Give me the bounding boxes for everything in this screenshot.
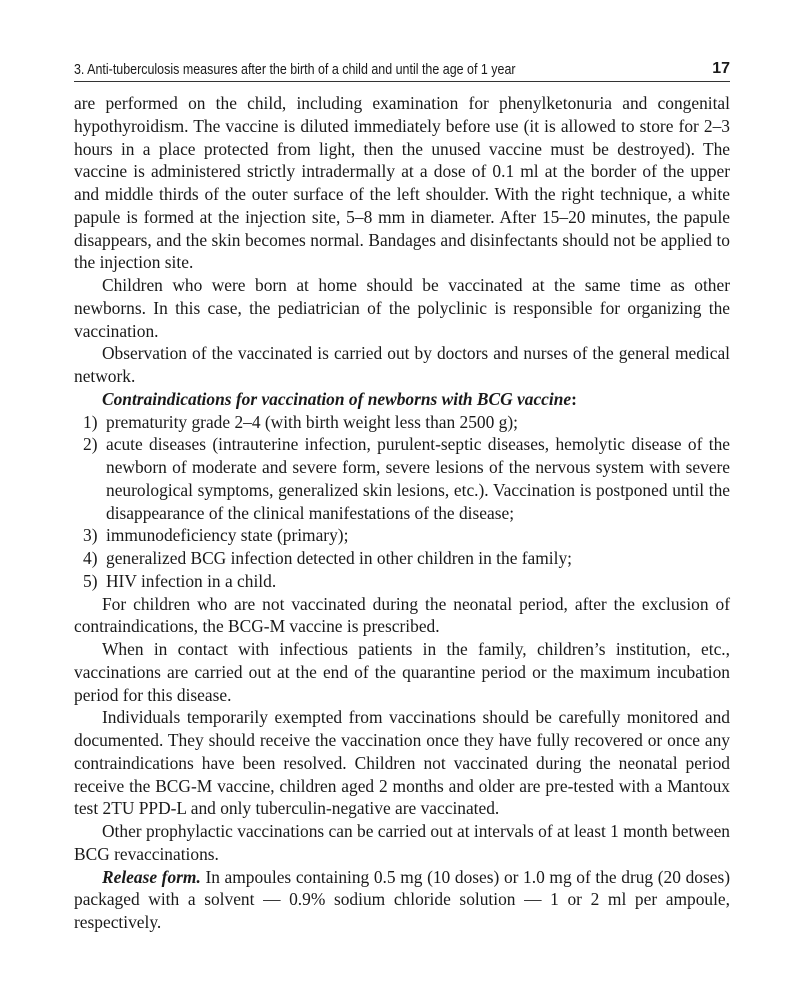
paragraph: are performed on the child, including examination for phenylketonuria and congenital hypothyroidism. The vaccine is diluted immediately before use (it is allowed to store for 2–3 hours in a place protected from light, then the unused vaccine must be destroyed). The vaccine is administered strictly intradermally at a dose of 0.1 ml at the border of the upper and middle thirds of the outer surface of the left shoulder. With the right technique, a white papule is formed at the injection site, 5–8 mm in diameter. After 15–20 minutes, the papule disappears, and the skin becomes normal. Bandages and disinfectants should not be applied to the injection site. xyxy=(74,93,730,273)
list-item xyxy=(74,570,730,593)
contraindications-list xyxy=(74,411,730,593)
paragraph: Observation of the vaccinated is carried out by doctors and nurses of the general medical network. xyxy=(74,343,730,386)
contraindications-heading xyxy=(74,388,730,411)
paragraph: Other prophylactic vaccinations can be carried out at intervals of at least 1 month between BCG revaccinations. xyxy=(74,821,730,864)
list-number: 2) xyxy=(83,434,98,455)
list-item xyxy=(74,411,730,434)
paragraph: Individuals temporarily exempted from vaccinations should be carefully monitored and documented. They should receive the vaccination once they have fully recovered or once any contraindications have been resolved. Children not vaccinated during the neonatal period receive the BCG-M vaccine, children aged 2 months and older are pre-tested with a Mantoux test 2TU PPD-L and only tuberculin-negative are vaccinated. xyxy=(74,707,730,819)
list-text: prematurity grade 2–4 (with birth weight less than 2500 g); xyxy=(106,411,518,432)
page-body xyxy=(74,92,730,934)
list-number: 1) xyxy=(83,411,98,432)
release-form-label: Release form. xyxy=(102,866,201,887)
list-number: 5) xyxy=(83,570,98,591)
release-form-paragraph xyxy=(74,866,730,934)
list-item xyxy=(74,524,730,547)
list-text: immunodeficiency state (primary); xyxy=(106,525,349,546)
list-item xyxy=(74,547,730,570)
list-text: generalized BCG infection detected in other children in the family; xyxy=(106,548,572,568)
list-number: 4) xyxy=(83,548,98,568)
heading-text: Contraindications for vaccination of newborns with BCG vaccine xyxy=(102,388,572,409)
list-item xyxy=(74,433,730,524)
paragraph: For children who are not vaccinated during the neonatal period, after the exclusion of contraindications, the BCG-M vaccine is prescribed. xyxy=(74,593,730,637)
running-header xyxy=(74,58,730,82)
page-number: 17 xyxy=(712,60,730,77)
chapter-title: 3. Anti-tuberculosis measures after the birth of a child and until the age of 1 year xyxy=(74,62,516,78)
list-text: HIV infection in a child. xyxy=(106,570,277,591)
paragraph: Children who were born at home should be vaccinated at the same time as other newborns. In this case, the pediatrician of the polyclinic is responsible for organizing the vaccination. xyxy=(74,275,730,341)
list-text: acute diseases (intrauterine infection, purulent-septic diseases, hemolytic disease of the newborn of moderate and severe form, severe lesions of the nervous system with severe neurological symptoms, generalized skin lesions, etc.). Vaccination is postponed until the disappearance of the clinical manifestations of the disease; xyxy=(106,434,730,523)
release-form-text: In ampoules containing 0.5 mg (10 doses) or 1.0 mg of the drug (20 doses) packaged with a solvent — 0.9% sodium chloride solution — 1 or 2 ml per ampoule, respectively. xyxy=(74,866,731,932)
list-number: 3) xyxy=(83,525,98,546)
heading-colon: : xyxy=(571,388,577,409)
paragraph: When in contact with infectious patients in the family, children’s institution, etc., vaccinations are carried out at the end of the quarantine period or the maximum incubation period for this disease. xyxy=(74,639,730,705)
